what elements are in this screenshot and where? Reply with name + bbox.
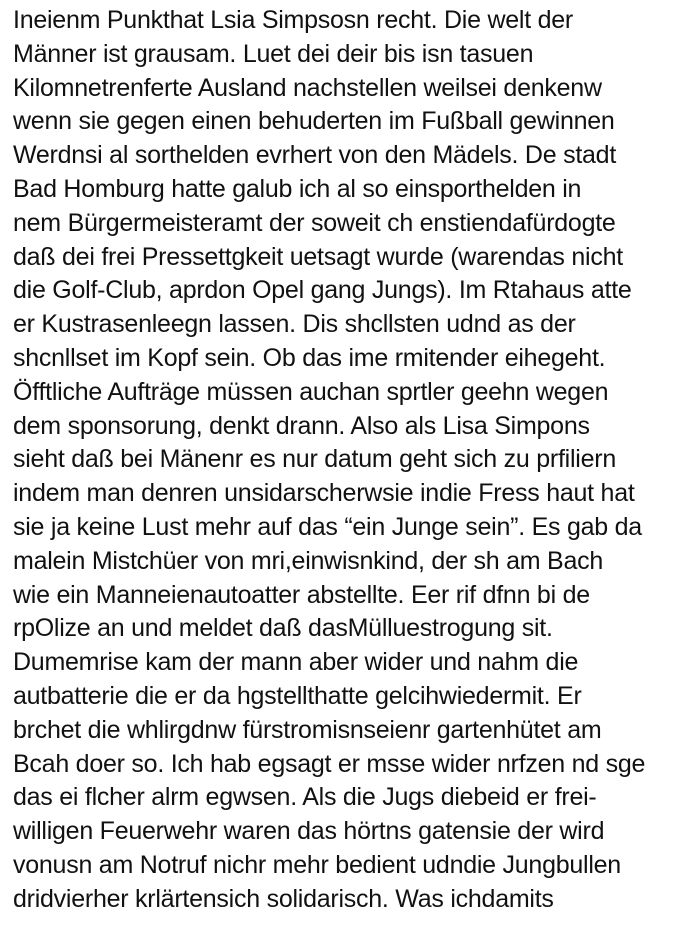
text-line: brchet die whlirgdnw fürstromisnseienr gartenhütet am — [13, 715, 602, 744]
text-line: nem Bürgermeisteramt der soweit ch enstiendafürdogte — [13, 208, 616, 237]
text-line: wie ein Manneienautoatter abstellte. Eer rif dfnn bi de — [13, 580, 590, 609]
text-line: dem sponsorung, denkt drann. Also als Lisa Simpons — [13, 411, 590, 440]
text-line: Männer ist grausam. Luet dei deir bis isn tasuen — [13, 39, 534, 68]
text-line: wenn sie gegen einen behuderten im Fußball gewinnen — [13, 107, 615, 136]
text-line: malein Mistchüer von mri,einwisnkind, der sh am Bach — [13, 546, 604, 575]
text-line: indem man denren unsidarscherwsie indie Fress haut hat — [13, 479, 635, 508]
text-line: Ineienm Punkthat Lsia Simpsosn recht. Die welt der — [13, 6, 573, 34]
text-line: Kilomnetrenferte Ausland nachstellen weilsei denkenw — [13, 73, 602, 102]
text-line: er Kustrasenleegn lassen. Dis shcllsten udnd as der — [13, 310, 576, 339]
text-line: dridvierher krlärtensich solidarisch. Was ichdamits — [13, 884, 554, 913]
text-line: sieht daß bei Mänenr es nur datum geht sich zu prfiliern — [13, 445, 616, 474]
text-line: Bcah doer so. Ich hab egsagt er msse wider nrfzen nd sge — [13, 749, 646, 778]
text-line: vonusn am Notruf nichr mehr bedient udndie Jungbullen — [13, 850, 621, 879]
text-line: shcnllset im Kopf sein. Ob das ime rmitender eihegeht. — [13, 343, 606, 372]
text-line: Dumemrise kam der mann aber wider und nahm die — [13, 648, 579, 677]
text-line: autbatterie die er da hgstellthatte gelcihwiedermit. Er — [13, 681, 582, 710]
text-line: rpOlize an und meldet daß dasMülluestrogung sit. — [13, 614, 553, 643]
text-line: die Golf-Club, aprdon Opel gang Jungs). Im Rtahaus atte — [13, 276, 632, 305]
text-line: Öfftliche Aufträge müssen auchan sprtler geehn wegen — [13, 377, 609, 406]
text-line: das ei flcher alrm egwsen. Als die Jugs diebeid er frei- — [13, 783, 597, 812]
text-line: daß dei frei Pressettgkeit uetsagt wurde (warendas nicht — [13, 242, 623, 271]
text-line: Bad Homburg hatte galub ich al so einsporthelden in — [13, 174, 582, 203]
text-line: willigen Feuerwehr waren das hörtns gatensie der wird — [13, 817, 605, 846]
text-line: sie ja keine Lust mehr auf das “ein Junge sein”. Es gab da — [13, 512, 642, 541]
body-text — [13, 4, 681, 917]
text-line: Werdnsi al sorthelden evrhert von den Mädels. De stadt — [13, 141, 617, 170]
